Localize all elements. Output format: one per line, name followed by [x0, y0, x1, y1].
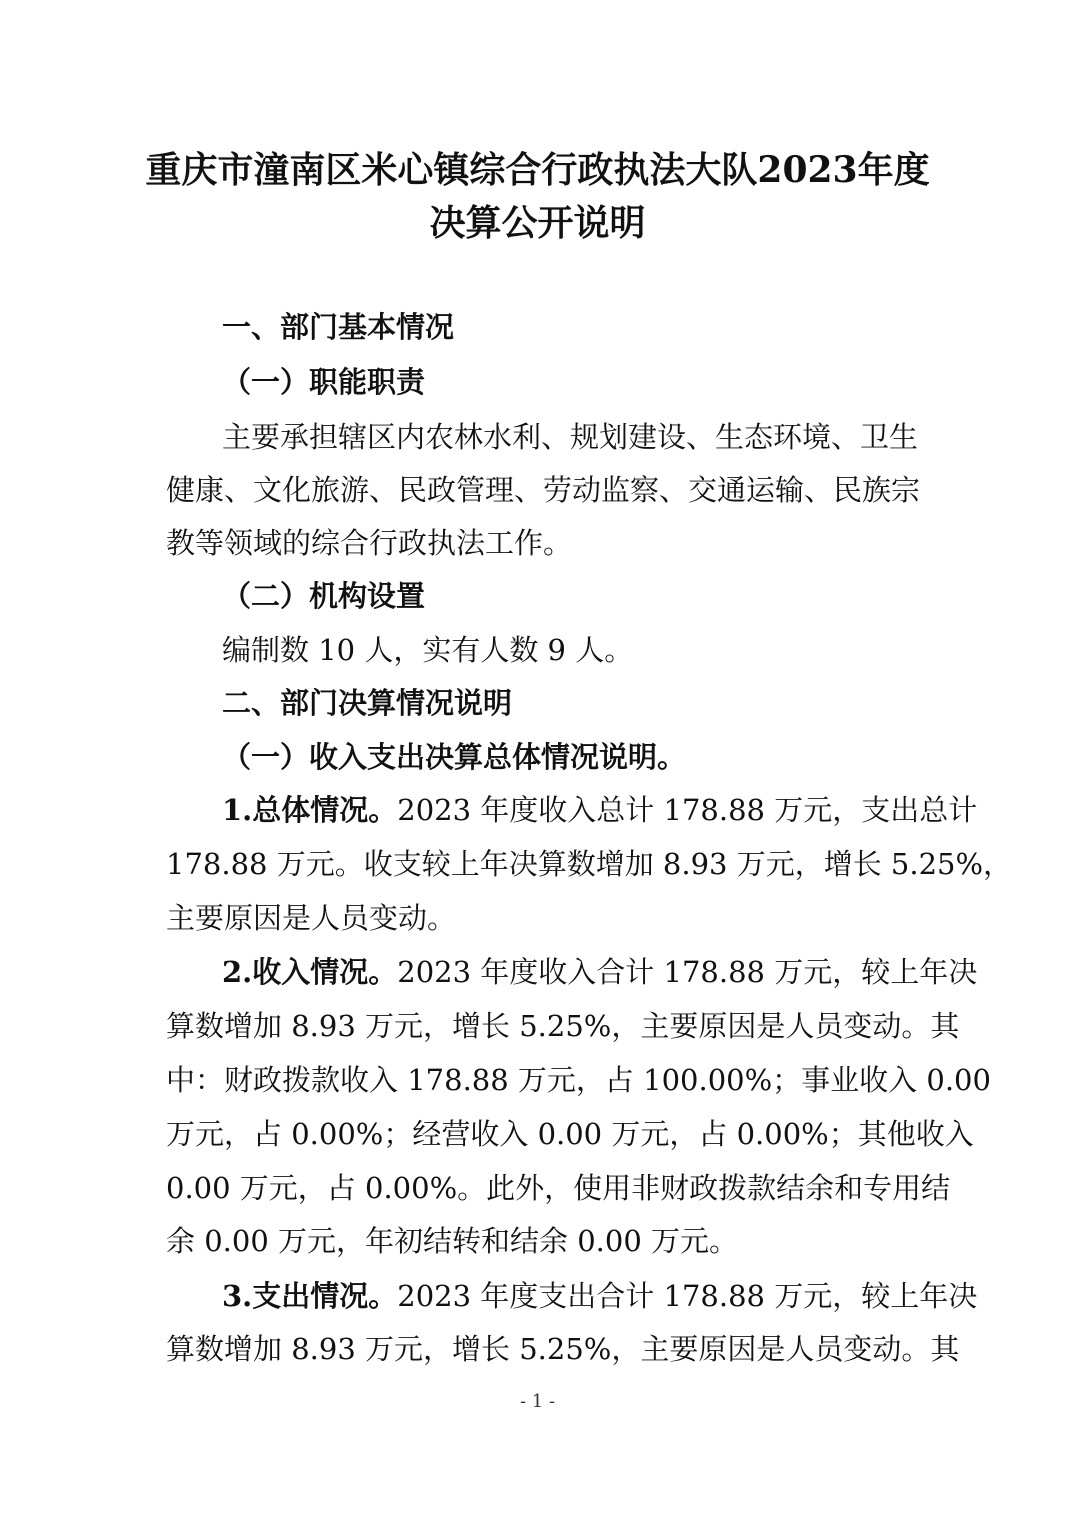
section2-heading: 二、部门决算情况说明 [222, 686, 513, 720]
paragraph-line: 编制数 10 人，实有人数 9 人。 [222, 633, 634, 667]
paragraph-line: 万元，占 0.00%；经营收入 0.00 万元，占 0.00%；其他收入 [166, 1117, 974, 1151]
paragraph-text: 2023 年度支出合计 178.88 万元，较上年决 [397, 1279, 978, 1313]
section1-sub2-heading: （二）机构设置 [222, 579, 426, 613]
paragraph-lead: 1.总体情况。 [222, 793, 398, 827]
paragraph-line: 中：财政拨款收入 178.88 万元，占 100.00%；事业收入 0.00 [166, 1063, 991, 1097]
paragraph-lead: 2.收入情况。 [222, 955, 398, 989]
paragraph-line: 算数增加 8.93 万元，增长 5.25%，主要原因是人员变动。其 [166, 1009, 960, 1043]
document-title-line1: 重庆市潼南区米心镇综合行政执法大队2023年度 [145, 149, 930, 191]
paragraph-text: 2023 年度收入合计 178.88 万元，较上年决 [397, 955, 978, 989]
page-number: - 1 - [519, 1391, 556, 1412]
paragraph-line: 算数增加 8.93 万元，增长 5.25%，主要原因是人员变动。其 [166, 1332, 960, 1366]
paragraph-line [222, 950, 978, 991]
paragraph-line [222, 1274, 978, 1315]
paragraph-line: 178.88 万元。收支较上年决算数增加 8.93 万元，增长 5.25%， [166, 847, 1013, 881]
paragraph-line [222, 788, 978, 829]
paragraph-text: 2023 年度收入总计 178.88 万元，支出总计 [397, 793, 978, 827]
section1-heading: 一、部门基本情况 [222, 310, 455, 344]
paragraph-line: 0.00 万元，占 0.00%。此外，使用非财政拨款结余和专用结 [166, 1171, 951, 1205]
document-title-line2: 决算公开说明 [429, 202, 646, 244]
section2-sub1-heading: （一）收入支出决算总体情况说明。 [222, 740, 687, 774]
paragraph-line: 主要原因是人员变动。 [166, 901, 457, 935]
paragraph-line: 健康、文化旅游、民政管理、劳动监察、交通运输、民族宗 [166, 473, 921, 507]
paragraph-line: 余 0.00 万元，年初结转和结余 0.00 万元。 [166, 1224, 739, 1258]
paragraph-lead: 3.支出情况。 [222, 1279, 398, 1313]
section1-sub1-heading: （一）职能职责 [222, 365, 426, 399]
paragraph-line: 主要承担辖区内农林水利、规划建设、生态环境、卫生 [222, 420, 919, 454]
paragraph-line: 教等领域的综合行政执法工作。 [166, 526, 573, 560]
